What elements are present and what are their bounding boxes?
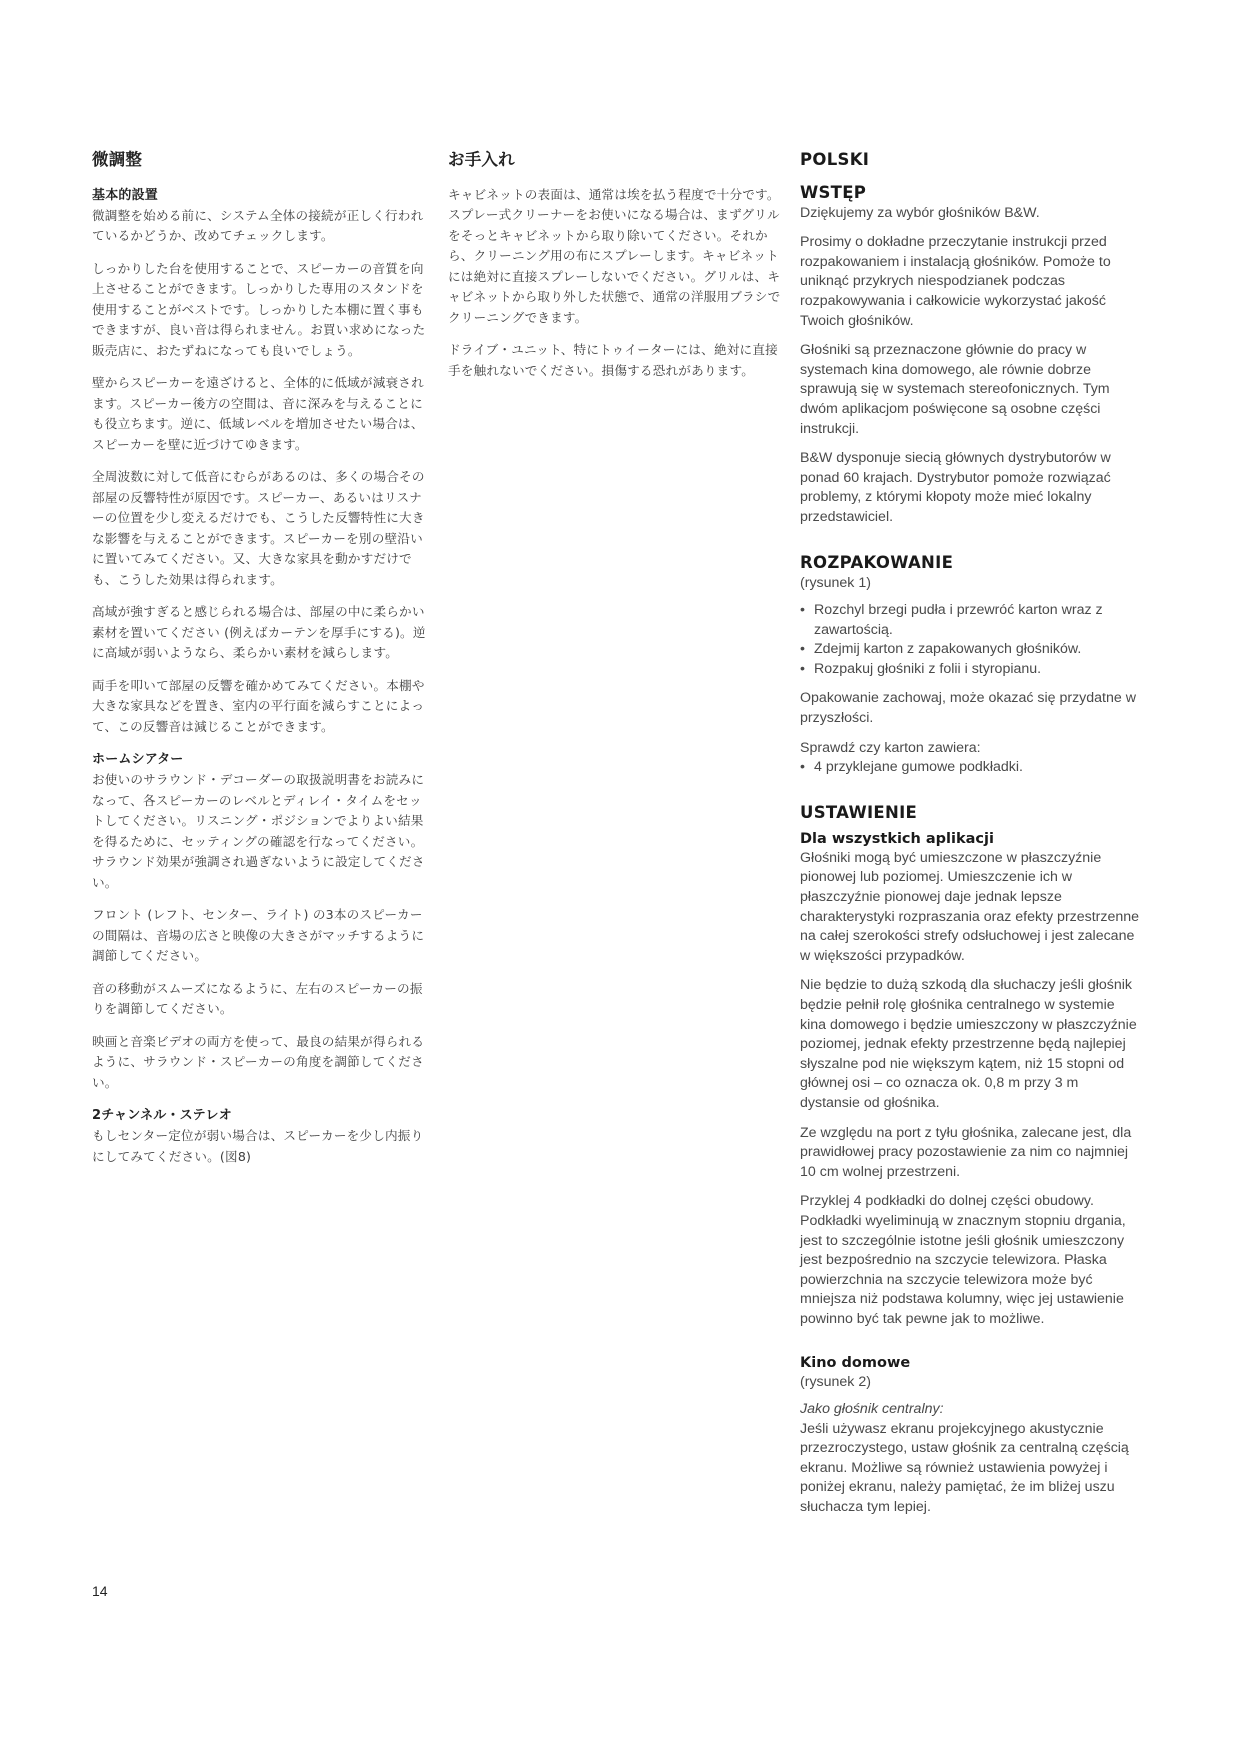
paragraph: 音の移動がスムーズになるように、左右のスピーカーの振りを調節してください。 xyxy=(92,980,423,1016)
paragraph: 微調整を始める前に、システム全体の接続が正しく行われているかどうか、改めてチェックします。 xyxy=(92,207,424,243)
paragraph: Jeśli używasz ekranu projekcyjnego akustycznie przezroczystego, ustaw głośnik za centralną częścią ekranu. Możliwe są również ustawienia powyżej i poniżej ekranu, należy pamiętać, że im bliżej uszu słuchacza tym lepiej. xyxy=(800,1420,1129,1516)
section-title-care: お手入れ xyxy=(448,150,515,169)
paragraph: Przyklej 4 podkładki do dolnej części obudowy. Podkładki wyeliminują w znacznym stopniu drgania, jest to szczególnie istotne jeśli głośnik umieszczony jest bezpośrednio na szczycie telewizora. Płaska powierzchnia na szczycie telewizora może być mniejsza niż podstawa kolumny, więc jej ustawienie powinno być tak pewne jak to możliwe. xyxy=(800,1193,1126,1327)
paragraph: しっかりした台を使用することで、スピーカーの音質を向上させることができます。しっかりした専用のスタンドを使用することがベストです。しっかりした本棚に置く事もできますが、良い音は得られません。お買い求めになった販売店に、おたずねになっても良いでしょう。 xyxy=(92,260,426,358)
paragraph: Opakowanie zachowaj, może okazać się przydatne w przyszłości. xyxy=(800,690,1136,727)
list-item: • Rozchyl brzegi pudła i przewróć karton wraz z zawartością. xyxy=(800,601,1140,640)
heading-unpacking: ROZPAKOWANIE xyxy=(800,552,954,572)
list-item: • Rozpakuj głośniki z folii i styropianu. xyxy=(800,660,1140,680)
figure-note: (rysunek 1) xyxy=(800,574,871,591)
paragraph: 映画と音楽ビデオの両方を使って、最良の結果が得られるように、サラウンド・スピーカーの角度を調節してください。 xyxy=(92,1033,425,1090)
figure-note: (rysunek 2) xyxy=(800,1373,871,1390)
subheading-all-applications: Dla wszystkich aplikacji xyxy=(800,830,994,847)
section-title-fine-tuning: 微調整 xyxy=(92,150,143,169)
page-number: 14 xyxy=(92,1583,108,1599)
center-speaker-label-text: Jako głośnik centralny: xyxy=(800,1401,944,1418)
unpacking-list xyxy=(800,601,1140,679)
center-speaker-label xyxy=(800,1400,1140,1420)
subheading-home-theater: ホームシアター xyxy=(92,752,184,767)
contents-label: Sprawdź czy karton zawiera: xyxy=(800,739,981,756)
paragraph: Nie będzie to dużą szkodą dla słuchaczy jeśli głośnik będzie pełnił rolę głośnika centralnego w systemie kina domowego i będzie umieszczony w płaszczyźnie poziomej, jednak efekty przestrzenne będą najlepiej słyszalne pod nie większym kątem, niż 15 stopni od głównej osi – co oznacza ok. 0,8 m przy 3 m dystansie od głośnika. xyxy=(800,977,1137,1111)
paragraph: B&W dysponuje siecią głównych dystrybutorów w ponad 60 krajach. Dystrybutor pomoże rozwiązać problemy, z którymi kłopoty może mieć lokalny przedstawiciel. xyxy=(800,450,1111,525)
column-polish xyxy=(800,150,1140,1528)
list-item: • Zdejmij karton z zapakowanych głośników. xyxy=(800,640,1140,660)
contents-list xyxy=(800,758,1140,778)
heading-setup: USTAWIENIE xyxy=(800,802,918,822)
paragraph: Prosimy o dokładne przeczytanie instrukcji przed rozpakowaniem i instalacją głośników. Pomoże to uniknąć przykrych niespodzianek podczas rozpakowywania i całkowicie wykorzystać jakość Twoich głośników. xyxy=(800,234,1111,329)
column-fine-tuning xyxy=(92,150,434,1179)
paragraph: 壁からスピーカーを遠ざけると、全体的に低域が減衰されます。スピーカー後方の空間は、音に深みを与えることにも役立ちます。逆に、低域レベルを増加させたい場合は、スピーカーを壁に近づけてゆきます。 xyxy=(92,375,424,452)
paragraph: フロント (レフト、センター、ライト) の3本のスピーカーの間隔は、音場の広さと映像の大きさがマッチするように調節してください。 xyxy=(92,907,425,963)
column-care xyxy=(448,150,790,393)
paragraph: 両手を叩いて部屋の反響を確かめてみてください。本棚や大きな家具などを置き、室内の平行面を減らすことによって、この反響音は減じることができます。 xyxy=(92,677,425,734)
paragraph: キャビネットの表面は、通常は埃を払う程度で十分です。スプレー式クリーナーをお使いになる場合は、まずグリルをそっとキャビネットから取り除いてください。それから、クリーニング用の布にスプレーします。キャビネットには絶対に直接スプレーしないでください。グリルは、キャビネットから取り外した状態で、通常の洋服用ブラシでクリーニングできます。 xyxy=(448,186,781,325)
language-heading: POLSKI xyxy=(800,150,870,169)
list-item: • 4 przyklejane gumowe podkładki. xyxy=(800,758,1140,778)
subheading-stereo: 2チャンネル・ステレオ xyxy=(92,1108,232,1123)
paragraph: Ze względu na port z tyłu głośnika, zalecane jest, dla prawidłowej pracy pozostawienie za nim co najmniej 10 cm wolnej przestrzeni. xyxy=(800,1124,1132,1180)
paragraph: Głośniki mogą być umieszczone w płaszczyźnie pionowej lub poziomej. Umieszczenie ich w płaszczyźnie pionowej daje jednak lepsze charakterystyki rozpraszania oraz efekty przestrzenne na całej szerokości strefy odsłuchowej i jest zalecane w większości przypadków. xyxy=(800,849,1140,964)
paragraph: Głośniki są przeznaczone głównie do pracy w systemach kina domowego, ale równie dobrze sprawują się w systemach stereofonicznych. Tym dwóm aplikacjom poświęcone są osobne części instrukcji. xyxy=(800,342,1110,437)
subheading-basic-setup: 基本的設置 xyxy=(92,187,159,203)
paragraph: Dziękujemy za wybór głośników B&W. xyxy=(800,204,1040,221)
paragraph: お使いのサラウンド・デコーダーの取扱説明書をお読みになって、各スピーカーのレベルとディレイ・タイムをセットしてください。リスニング・ポジションでよりよい結果を得るために、セッティングの確認を行なってください。サラウンド効果が強調され過ぎないように設定してください。 xyxy=(92,772,425,890)
paragraph: 高域が強すぎると感じられる場合は、部屋の中に柔らかい素材を置いてください (例えばカーテンを厚手にする)。逆に高域が弱いようなら、柔らかい素材を減らします。 xyxy=(92,604,426,660)
heading-intro: WSTĘP xyxy=(800,182,867,202)
paragraph: ドライブ・ユニット、特にトゥイーターには、絶対に直接手を触れないでください。損傷する恐れがあります。 xyxy=(448,342,778,378)
paragraph: もしセンター定位が弱い場合は、スピーカーを少し内振りにしてみてください。(図8) xyxy=(92,1128,424,1164)
subheading-home-cinema: Kino domowe xyxy=(800,1354,911,1371)
paragraph: 全周波数に対して低音にむらがあるのは、多くの場合その部屋の反響特性が原因です。スピーカー、あるいはリスナーの位置を少し変えるだけでも、こうした反響特性に大きな影響を与えることができます。スピーカーを別の壁沿いに置いてみてください。又、大きな家具を動かすだけでも、こうした効果は得られます。 xyxy=(92,469,425,587)
